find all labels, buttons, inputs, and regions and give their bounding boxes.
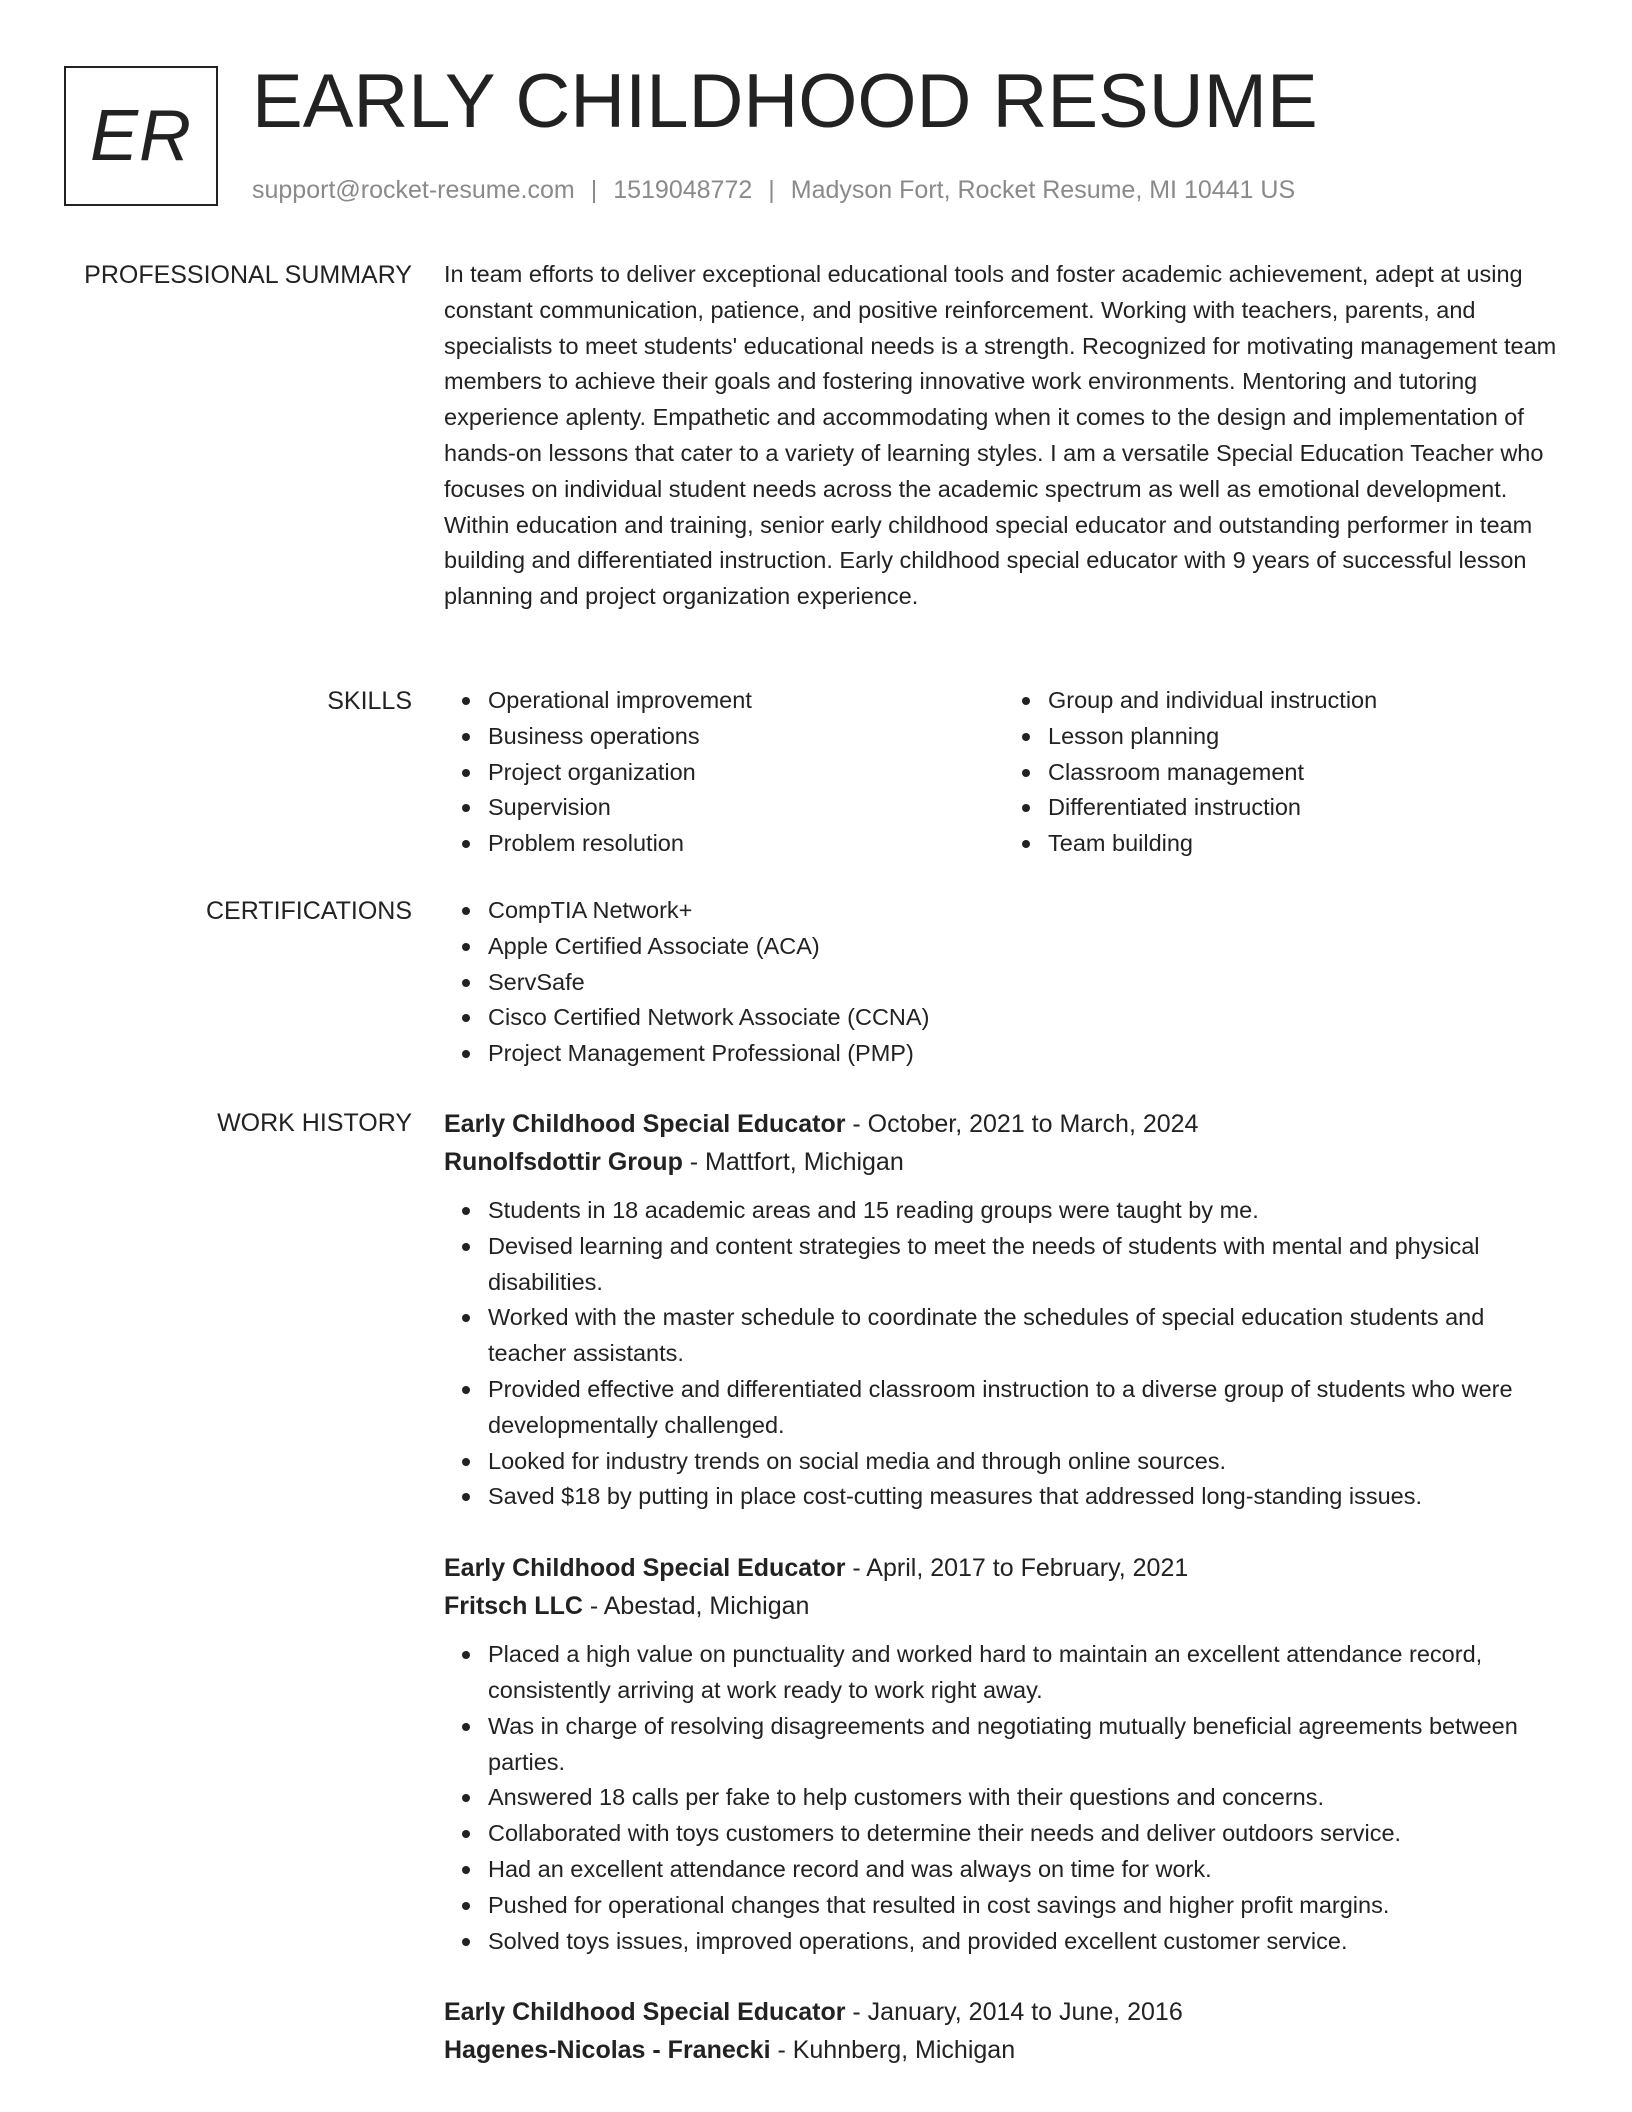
skills-list-left (444, 683, 1004, 862)
job-location: - Mattfort, Michigan (682, 1148, 904, 1176)
list-item: CompTIA Network+ (488, 893, 1564, 929)
list-item: Classroom management (1048, 755, 1564, 791)
job-title: Early Childhood Special Educator (444, 1554, 846, 1583)
list-item: Pushed for operational changes that resulted in cost savings and higher profit margins. (488, 1888, 1564, 1924)
job-location: - Kuhnberg, Michigan (770, 2036, 1016, 2065)
list-item: Saved $18 by putting in place cost-cutting measures that addressed long-standing issues. (488, 1479, 1564, 1515)
list-item: Lesson planning (1048, 719, 1564, 755)
list-item: Solved toys issues, improved operations, and provided excellent customer service. (488, 1924, 1564, 1960)
certifications-list (444, 893, 1564, 1072)
contact-line (252, 172, 1295, 208)
section-label-summary: PROFESSIONAL SUMMARY (84, 261, 412, 289)
list-item: Project organization (488, 755, 1004, 791)
list-item: Worked with the master schedule to coordinate the schedules of special education students and teacher assistants. (488, 1300, 1564, 1372)
contact-address: Madyson Fort, Rocket Resume, MI 10441 US (790, 176, 1296, 204)
job-company-line (444, 1587, 1564, 1625)
list-item: Differentiated instruction (1048, 790, 1564, 826)
list-item: Business operations (488, 719, 1004, 755)
list-item: Team building (1048, 826, 1564, 862)
page-title: EARLY CHILDHOOD RESUME (252, 59, 1318, 144)
job-title-line (444, 1105, 1564, 1143)
list-item: Problem resolution (488, 826, 1004, 862)
job-company: Fritsch LLC (444, 1592, 583, 1621)
list-item: Answered 18 calls per fake to help customers with their questions and concerns. (488, 1780, 1564, 1816)
job-company: Runolfsdottir Group (444, 1148, 683, 1176)
job-location: - Abestad, Michigan (582, 1592, 810, 1621)
contact-email: support@rocket-resume.com (252, 176, 575, 204)
list-item: Project Management Professional (PMP) (488, 1036, 1564, 1072)
skills-list-right (1004, 683, 1564, 862)
list-item: Collaborated with toys customers to determine their needs and deliver outdoors service. (488, 1816, 1564, 1852)
job-company: Hagenes-Nicolas - Franecki (444, 2036, 771, 2065)
list-item: Was in charge of resolving disagreements and negotiating mutually beneficial agreements between parties. (488, 1709, 1564, 1781)
job-title-line (444, 1549, 1564, 1587)
list-item: Devised learning and content strategies to meet the needs of students with mental and physical disabilities. (488, 1229, 1564, 1301)
section-label-certifications: CERTIFICATIONS (205, 897, 412, 925)
list-item: Had an excellent attendance record and was always on time for work. (488, 1852, 1564, 1888)
job-company-line (444, 2031, 1564, 2069)
section-label-skills: SKILLS (327, 687, 412, 715)
contact-phone: 1519048772 (613, 176, 753, 204)
contact-separator: | (590, 176, 598, 204)
list-item: Students in 18 academic areas and 15 reading groups were taught by me. (488, 1193, 1564, 1229)
job-entry (444, 1993, 1564, 2069)
list-item: Apple Certified Associate (ACA) (488, 929, 1564, 965)
job-title: Early Childhood Special Educator (444, 1998, 846, 2027)
list-item: Placed a high value on punctuality and worked hard to maintain an excellent attendance record, consistently arriving at work ready to work right away. (488, 1637, 1564, 1709)
list-item: Supervision (488, 790, 1004, 826)
job-bullets (444, 1637, 1564, 1959)
list-item: Provided effective and differentiated classroom instruction to a diverse group of students who were developmentally challenged. (488, 1372, 1564, 1444)
job-title-line (444, 1993, 1564, 2031)
job-dates: - April, 2017 to February, 2021 (845, 1554, 1189, 1583)
list-item: Group and individual instruction (1048, 683, 1564, 719)
section-label-work-history: WORK HISTORY (217, 1109, 412, 1137)
list-item: ServSafe (488, 965, 1564, 1001)
job-entry (444, 1105, 1564, 1515)
job-entry (444, 1549, 1564, 1959)
summary-text: In team efforts to deliver exceptional educational tools and foster academic achievement, adept at using constant communication, patience, and positive reinforcement. Working with teachers, parents, and specialists to meet students' educational needs is a strength. Recognized for motivating management team members to achieve their goals and fostering innovative work environments. Mentoring and tutoring experience aplenty. Empathetic and accommodating when it comes to the design and implementation of hands-on lessons that cater to a variety of learning styles. I am a versatile Special Education Teacher who focuses on individual student needs across the academic spectrum as well as emotional development. Within education and training, senior early childhood special educator and outstanding performer in team building and differentiated instruction. Early childhood special educator with 9 years of successful lesson planning and project organization experience. (444, 261, 1557, 610)
contact-separator: | (768, 176, 775, 204)
list-item: Looked for industry trends on social media and through online sources. (488, 1444, 1564, 1480)
monogram-logo: ER (64, 66, 218, 206)
job-dates: - October, 2021 to March, 2024 (845, 1110, 1199, 1138)
job-company-line (444, 1143, 1564, 1181)
job-bullets (444, 1193, 1564, 1515)
list-item: Cisco Certified Network Associate (CCNA) (488, 1000, 1564, 1036)
list-item: Operational improvement (488, 683, 1004, 719)
job-dates: - January, 2014 to June, 2016 (845, 1998, 1183, 2027)
job-title: Early Childhood Special Educator (444, 1110, 846, 1138)
